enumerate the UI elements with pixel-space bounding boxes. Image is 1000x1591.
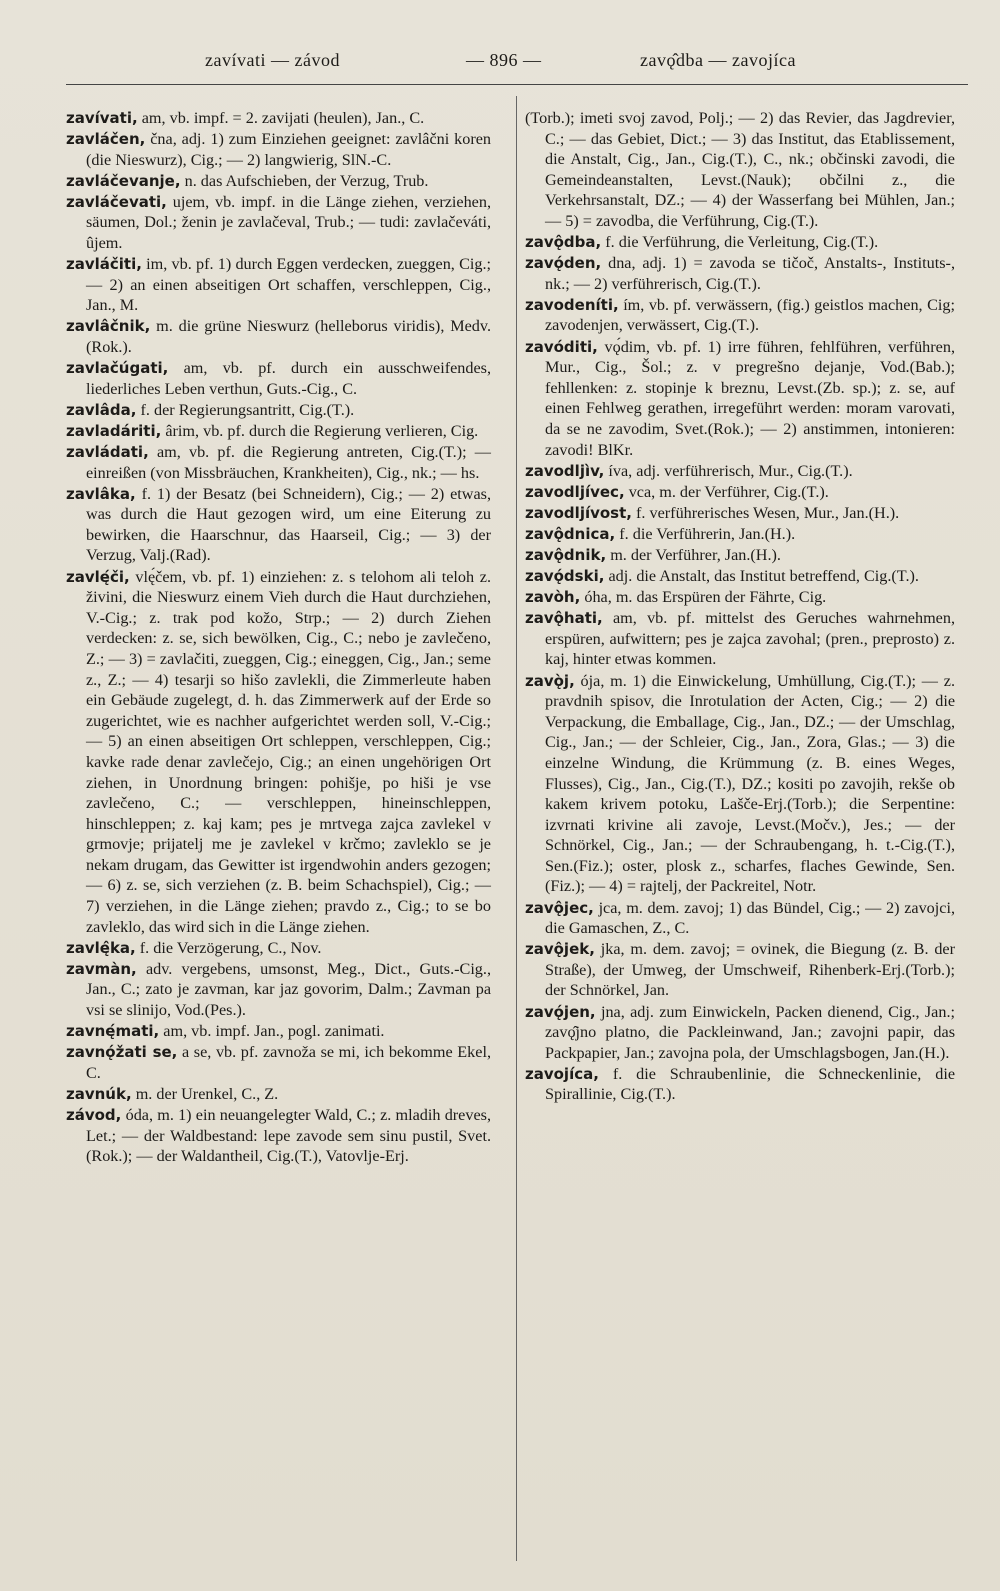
dictionary-entry [66, 1105, 491, 1167]
dictionary-entry [525, 482, 955, 503]
right-column [525, 108, 955, 1106]
entry-headword: zavláčevati, [66, 192, 167, 211]
dictionary-entry [66, 171, 491, 192]
entry-definition: f. die Verführung, die Verleitung, Cig.(T.). [605, 233, 879, 252]
dictionary-entry [525, 253, 955, 294]
entry-definition: ujem, vb. impf. in die Länge ziehen, verziehen, säumen, Dol.; ženin je zavlačeval, Trub.; — tudi: zavlačeváti, ûjem. [86, 192, 492, 253]
entry-definition: adj. die Anstalt, das Institut betreffend, Cig.(T.). [608, 567, 919, 586]
entry-definition: a se, vb. pf. zavnoža se mi, ich bekomme Ekel, C. [86, 1043, 491, 1082]
entry-definition: am, vb. pf. die Regierung antreten, Cig.(T.); — einreißen (von Missbräuchen, Krankheiten), Cig., nk.; — hs. [86, 443, 491, 482]
dictionary-entry [525, 608, 955, 670]
dictionary-entry [66, 1021, 491, 1042]
entry-headword: zavǫ̀j, [525, 671, 575, 690]
dictionary-entry [525, 939, 955, 1001]
entry-headword: zavlačúgati, [66, 359, 169, 378]
entry-definition: jca, m. dem. zavoj; 1) das Bündel, Cig.; — 2) zavojci, die Gamaschen, Z., C. [545, 898, 955, 938]
entry-definition: f. die Verführerin, Jan.(H.). [619, 524, 796, 543]
entry-definition: vlę́čem, vb. pf. 1) einziehen: z. s telohom ali teloh z. živini, die Nieswurz einem Vieh durch die Haut durchziehen, V.-Cig.; z. trak pod kožo, Strp.; — 2) durch Ziehen verdecken: z. se, sich bewölken, Cig., C.; nebo je zavlečeno, Z.; — 3) = zavlačiti, zueggen, Cig.; eineggen, Cig., Jan.; seme z., Z.; — 4) tesarji so hišo zavlekli, die Zimmerleute haben ein Gebäude zugelegt, d. h. das Zimmerwerk auf der Erde so zugerichtet, wie es nachher aufgerichtet werden soll, V.-Cig.; — 5) an einen abseitigen Ort schleppen, verschleppen, Cig.; kavke rade denar zavlečejo, Cig.; an einen ungehörigen Ort ziehen, in Unordnung bringen: pohišje, po hiši je vse zavlečeno, C.; — verschleppen, hineinschleppen, hinschleppen; z. kaj kam; pes je mrtvega zajca zavlekel v grmovje; prijatelj me je zavlekel v krčmo; zavleklo se je nekam drugam, das Gewitter ist irgendwohin anders gezogen; — 6) z. se, sich verziehen (z. B. beim Schachspiel), Cig.; — 7) verziehen, in die Länge ziehen; pravdo z., Cig.; to se bo zavleklo, das wird sich in die Länge ziehen. [86, 567, 491, 936]
dictionary-entry [66, 1042, 491, 1083]
entry-headword: zavǫ́dski, [525, 567, 605, 586]
entry-headword: zavnúk, [66, 1084, 132, 1103]
dictionary-entry [66, 192, 491, 254]
dictionary-entry [66, 358, 491, 399]
header-left-guideword: zavívati — závod [205, 50, 340, 70]
entry-headword: zavládati, [66, 443, 149, 461]
entry-headword: zavlę́či, [66, 567, 130, 586]
left-column [66, 108, 491, 1167]
entry-definition: óda, m. 1) ein neuangelegter Wald, C.; z. mladih dreves, Let.; — der Waldbestand: lepe zavode sem sinu pustil, Svet.(Rok.); — der Waldantheil, Cig.(T.), Vatovlje-Erj. [86, 1106, 491, 1166]
entry-definition: m. die grüne Nieswurz (helleborus viridis), Medv.(Rok.). [86, 317, 491, 357]
entry-headword: zavlâka, [66, 484, 136, 503]
entry-definition: im, vb. pf. 1) durch Eggen verdecken, zueggen, Cig.; — 2) an einen abseitigen Ort schaffen, verschleppen, Cig., Jan., M. [86, 255, 492, 315]
dictionary-entry [525, 545, 955, 566]
entry-definition: n. das Aufschieben, der Verzug, Trub. [184, 171, 429, 190]
dictionary-entry [525, 503, 955, 524]
entry-headword: zavmàn, [66, 959, 137, 978]
entry-headword: zavǫ́den, [525, 254, 602, 273]
entry-definition: am, vb. pf. mittelst des Geruches wahrnehmen, erspüren, aufwittern; pes je zajca zavohal; (pren., preprosto) z. kaj, hinter etwas kommen. [545, 609, 955, 669]
dictionary-entry [66, 254, 491, 316]
dictionary-entry [525, 898, 955, 939]
entry-headword: zavodljívec, [525, 482, 625, 501]
entry-headword: zavodljívost, [525, 503, 632, 522]
dictionary-entry [66, 108, 491, 129]
dictionary-entry [66, 129, 491, 170]
dictionary-entry [525, 566, 955, 587]
entry-definition: čna, adj. 1) zum Einziehen geeignet: zavlâčni koren (die Nieswurz), Cig.; — 2) langwierig, SlN.-C. [86, 130, 492, 169]
entry-headword: zavǫ̂jec, [525, 898, 594, 917]
dictionary-entry [525, 108, 955, 232]
dictionary-entry [525, 461, 955, 482]
entry-headword: zavladáriti, [66, 421, 162, 440]
entry-headword: zavnǫ́žati se, [66, 1043, 178, 1062]
dictionary-entry [66, 938, 491, 959]
entry-headword: zavlę̂ka, [66, 938, 136, 957]
dictionary-entry [525, 337, 955, 461]
entry-definition: jna, adj. zum Einwickeln, Packen dienend, Cig., Jan.; zavǫ̂jno platno, die Packleinwand, Jan.; zavojni papir, das Packpapier, Jan.; zavojna pola, der Umschlagsbogen, Jan.(H.). [545, 1002, 956, 1062]
entry-definition: adv. vergebens, umsonst, Meg., Dict., Guts.-Cig., Jan., C.; zato je zavman, kar jaz govorim, Dalm.; Zavman pa vsi se slinijo, Vod.(Pes.). [86, 959, 491, 1020]
entry-headword: zavláčen, [66, 130, 146, 149]
entry-headword: zavláčevanje, [66, 171, 181, 190]
entry-headword: zavláčiti, [66, 255, 142, 274]
entry-definition: f. 1) der Besatz (bei Schneidern), Cig.; — 2) etwas, was durch die Haut gezogen wird, um eine Eiterung zu bewirken, die Haarschnur, das Haarseil, Cig.; — 3) der Verzug, Valj.(Rad). [86, 484, 492, 565]
entry-headword: zavívati, [66, 109, 138, 127]
entry-definition: f. der Regierungsantritt, Cig.(T.). [140, 400, 355, 419]
dictionary-entry [525, 1064, 955, 1105]
entry-headword: zavóditi, [525, 337, 598, 356]
entry-headword: zavnę́mati, [66, 1022, 160, 1041]
dictionary-entry [525, 295, 955, 336]
entry-headword: zavǫ̂dnica, [525, 524, 616, 543]
dictionary-entry [66, 442, 491, 483]
entry-definition: vǫ́dim, vb. pf. 1) irre führen, fehlführen, verführen, Mur., Cig., Šol.; z. v pregrešno dejanje, Vod.(Bab.); fehllenken: z. stopinje k breznu, Levst.(Zb. sp.); z. se, auf einen Fehlweg gerathen, irregeführt werden: moram varovati, da se ne zavodim, Svet.(Rok.); — 2) anstimmen, intonieren: zavodi! BlKr. [545, 337, 955, 459]
entry-definition: ím, vb. pf. verwässern, (fig.) geistlos machen, Cig; zavodenjen, verwässert, Cig.(T.). [545, 295, 955, 335]
entry-headword: zavǫ̂dnik, [525, 545, 607, 564]
entry-definition: íva, adj. verführerisch, Mur., Cig.(T.). [608, 461, 853, 480]
entry-headword: zavodljìv, [525, 461, 605, 480]
entry-definition: f. die Verzögerung, C., Nov. [139, 938, 322, 957]
entry-definition: am, vb. pf. durch ein ausschweifendes, liederliches Leben verthun, Guts.-Cig., C. [86, 359, 492, 398]
entry-headword: zavòh, [525, 588, 581, 607]
entry-definition: jka, m. dem. zavoj; = ovinek, die Biegung (z. B. der Straße), der Umweg, der Umschweif, Rihenberk-Erj.(Torb.); der Schnörkel, Jan. [545, 940, 956, 1000]
header-rule [66, 84, 968, 85]
entry-headword: zavǫ̂jek, [525, 940, 595, 959]
dictionary-entry [525, 671, 955, 898]
dictionary-entry [66, 484, 491, 566]
entry-definition: f. verführerisches Wesen, Mur., Jan.(H.). [636, 503, 900, 522]
entry-definition: óha, m. das Erspüren der Fährte, Cig. [584, 588, 827, 607]
column-divider [516, 96, 517, 1561]
dictionary-entry [525, 1002, 955, 1064]
entry-headword: zavodeníti, [525, 295, 619, 314]
dictionary-entry [525, 587, 955, 608]
entry-definition: m. der Urenkel, C., Z. [135, 1084, 279, 1103]
entry-headword: závod, [66, 1106, 122, 1124]
entry-headword: zavojíca, [525, 1064, 599, 1083]
entry-definition: vca, m. der Verführer, Cig.(T.). [628, 482, 829, 501]
entry-headword: zavǫ̂dba, [525, 233, 602, 252]
entry-definition: m. der Verführer, Jan.(H.). [610, 545, 781, 564]
entry-definition: am, vb. impf. = 2. zavijati (heulen), Jan., C. [141, 109, 425, 127]
entry-headword: zavǫ́jen, [525, 1002, 596, 1021]
dictionary-entry [66, 1084, 491, 1105]
entry-definition: f. die Schraubenlinie, die Schneckenlinie, die Spirallinie, Cig.(T.). [545, 1064, 956, 1104]
entry-definition: am, vb. impf. Jan., pogl. zanimati. [163, 1022, 385, 1041]
dictionary-entry [525, 524, 955, 545]
entry-headword: zavlâda, [66, 400, 137, 419]
entry-headword: zavǫ̂hati, [525, 609, 603, 628]
entry-definition: ója, m. 1) die Einwickelung, Umhüllung, Cig.(T.); — z. pravdnih spisov, die Inrotulation der Acten, Cig.; — 2) die Verpackung, die Emballage, Cig., Jan., DZ.; — der Umschlag, Cig., Jan.; — der Schleier, Cig., Jan., Zora, Glas.; — 3) die einzelne Windung, die Krümmung (z. B. eines Weges, Flusses), Cig., Jan., Cig.(T.), DZ.; kositi po zavojih, rekše ob kakem krivem potoku, Lašče-Erj.(Torb.); die Serpentine: izvrnati krivine ali zavoje, Levst.(Močv.), Jes.; — der Schnörkel, Cig., Jan.; — der Schraubengang, h. t.-Cig.(T.), Sen.(Fiz.); oster, plosk z., scharfes, flaches Gewinde, Sen.(Fiz.); — 4) = rajtelj, der Packreitel, Notr. [545, 671, 955, 896]
entry-headword: zavlâčnik, [66, 317, 151, 336]
entry-definition: dna, adj. 1) = zavoda se tičoč, Anstalts-, Instituts-, nk.; — 2) verführerisch, Cig.(T.). [545, 254, 955, 293]
page-number: — 896 — [466, 50, 542, 70]
dictionary-entry [66, 316, 491, 357]
dictionary-entry [66, 421, 491, 442]
dictionary-entry [66, 400, 491, 421]
dictionary-entry [66, 567, 491, 938]
header-right-guideword: zavǫ̂dba — zavojíca [640, 50, 796, 70]
dictionary-entry [525, 232, 955, 253]
entry-definition: ârim, vb. pf. durch die Regierung verlieren, Cig. [165, 421, 479, 440]
dictionary-entry [66, 959, 491, 1021]
entry-definition: (Torb.); imeti svoj zavod, Polj.; — 2) das Revier, das Jagdrevier, C.; — das Gebiet, Dict.; — 3) das Institut, das Etablissement, die Anstalt, Cig., Jan., Cig.(T.), C., nk.; občinski zavodi, die Gemeindeanstalten, Levst.(Nauk); občilni z., die Verkehrsanstalt, DZ.; — 4) der Wasserfang bei Mühlen, Jan.; — 5) = zavodba, die Verführung, Cig.(T.). [525, 109, 955, 230]
